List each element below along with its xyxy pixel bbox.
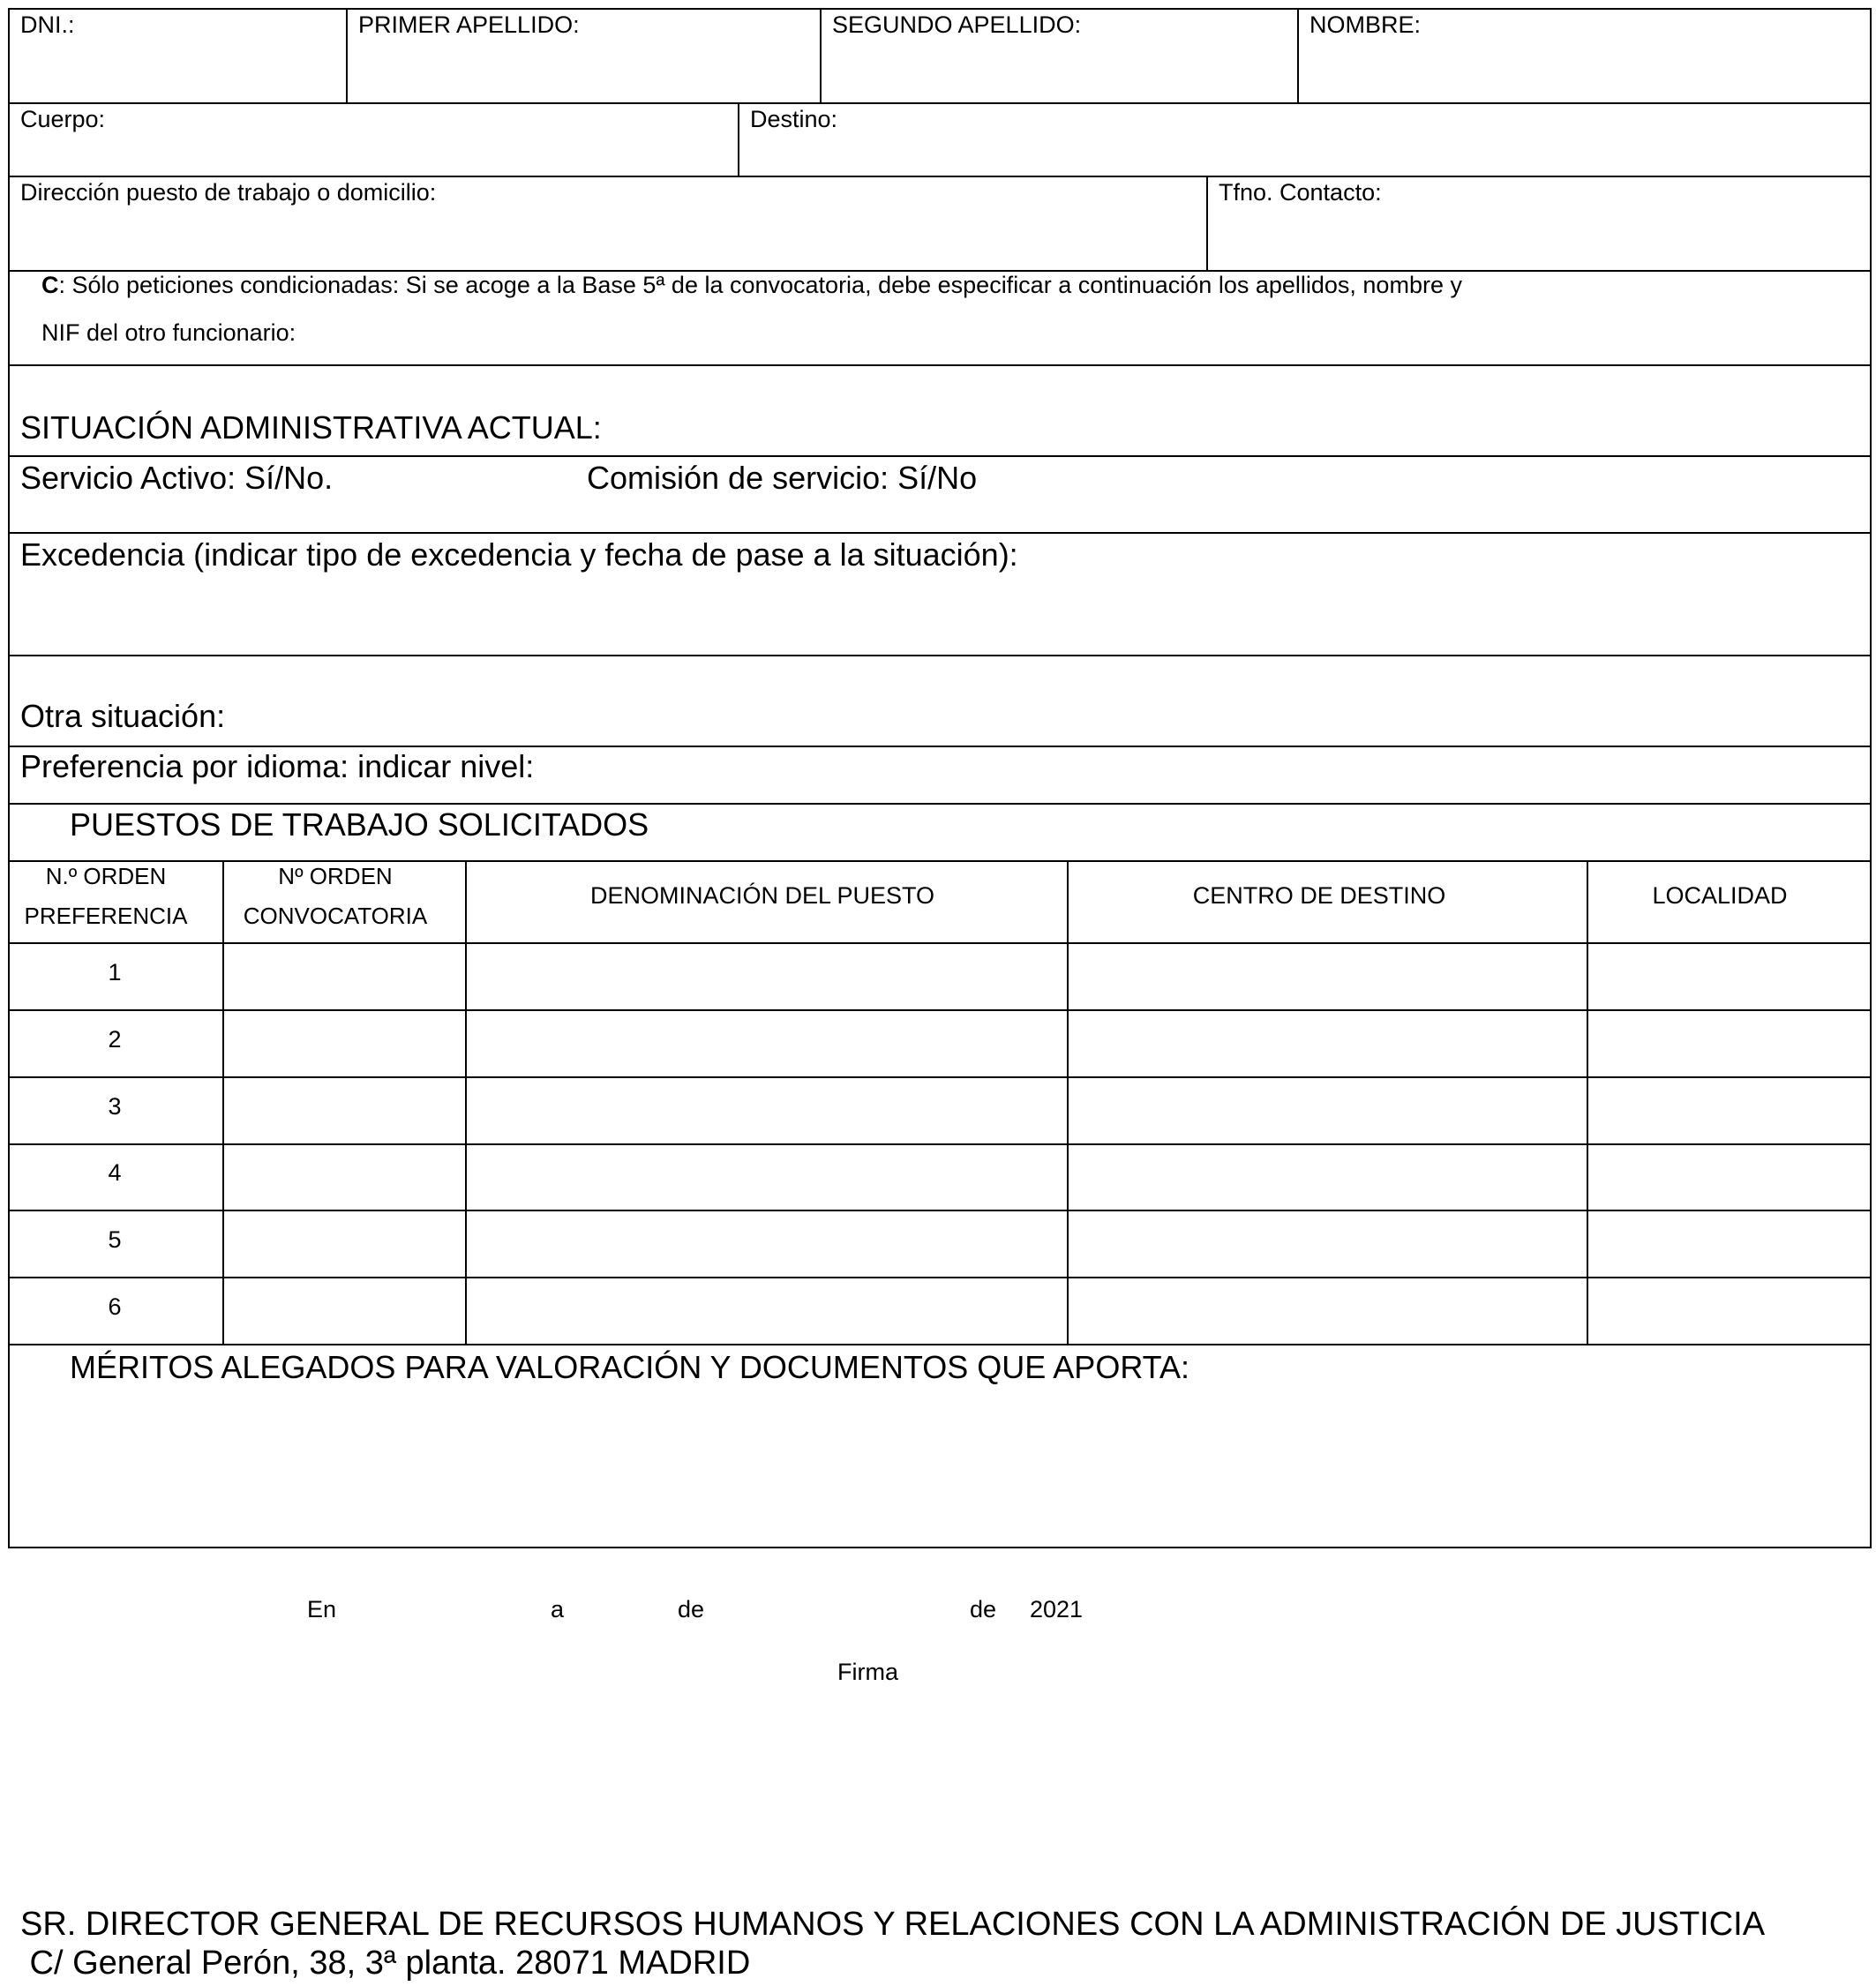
otra-situacion-label: Otra situación: xyxy=(20,698,226,734)
denominacion-cell[interactable] xyxy=(467,1078,1067,1143)
condicionadas-field[interactable] xyxy=(10,272,1870,364)
puestos-title: PUESTOS DE TRABAJO SOLICITADOS xyxy=(70,806,649,843)
centro-cell[interactable] xyxy=(1069,1078,1587,1143)
header-orden-preferencia-1: N.º ORDEN xyxy=(45,863,167,889)
row-number: 3 xyxy=(108,1093,122,1120)
header-localidad: LOCALIDAD xyxy=(1652,882,1788,909)
divider xyxy=(8,803,1872,805)
idioma-field[interactable] xyxy=(10,747,1870,803)
orden-convocatoria-cell[interactable] xyxy=(224,1078,465,1143)
row-number: 2 xyxy=(108,1026,122,1053)
cuerpo-label: Cuerpo: xyxy=(20,106,106,132)
primer-apellido-label: PRIMER APELLIDO: xyxy=(358,11,580,38)
date-day-field[interactable] xyxy=(574,1588,671,1625)
border-bottom xyxy=(8,1547,1872,1548)
destino-field[interactable] xyxy=(739,104,1870,176)
orden-convocatoria-cell[interactable] xyxy=(224,1211,465,1277)
header-orden-convocatoria-2: CONVOCATORIA xyxy=(243,903,428,929)
centro-cell[interactable] xyxy=(1069,1011,1587,1076)
excedencia-field[interactable] xyxy=(10,534,1870,655)
condicionadas-line2: NIF del otro funcionario: xyxy=(41,319,296,346)
meritos-field[interactable] xyxy=(10,1345,1870,1547)
otra-situacion-field[interactable] xyxy=(10,656,1870,746)
segundo-apellido-label: SEGUNDO APELLIDO: xyxy=(832,11,1082,38)
comision-label: Comisión de servicio: Sí/No xyxy=(587,460,978,496)
row-number: 5 xyxy=(108,1226,122,1253)
date-year: 2021 xyxy=(1030,1596,1084,1623)
centro-cell[interactable] xyxy=(1069,1145,1587,1210)
date-de-2: de xyxy=(970,1596,997,1623)
localidad-cell[interactable] xyxy=(1588,1011,1870,1076)
destinatario-line2: C/ General Perón, 38, 3ª planta. 28071 MADRID xyxy=(20,1945,751,1982)
condicionadas-letter: C xyxy=(41,272,59,298)
destinatario-line1: SR. DIRECTOR GENERAL DE RECURSOS HUMANOS Y RELACIONES CON LA ADMINISTRACIÓN DE JUSTICIA xyxy=(20,1906,1766,1943)
date-place-field[interactable] xyxy=(349,1588,538,1625)
orden-convocatoria-cell[interactable] xyxy=(224,1011,465,1076)
denominacion-cell[interactable] xyxy=(467,1145,1067,1210)
orden-convocatoria-cell[interactable] xyxy=(224,944,465,1009)
telefono-field[interactable] xyxy=(1208,177,1870,270)
header-denominacion: DENOMINACIÓN DEL PUESTO xyxy=(589,882,935,909)
situacion-title: SITUACIÓN ADMINISTRATIVA ACTUAL: xyxy=(20,409,602,446)
signature-area[interactable] xyxy=(706,1694,1059,1826)
condicionadas-text xyxy=(41,274,1462,297)
orden-convocatoria-cell[interactable] xyxy=(224,1278,465,1344)
direccion-field[interactable] xyxy=(10,177,1206,270)
meritos-label: MÉRITOS ALEGADOS PARA VALORACIÓN Y DOCUMENTOS QUE APORTA: xyxy=(70,1349,1189,1385)
localidad-cell[interactable] xyxy=(1588,1211,1870,1277)
row-number: 6 xyxy=(108,1293,122,1320)
divider xyxy=(8,364,1872,366)
denominacion-cell[interactable] xyxy=(467,1211,1067,1277)
destino-label: Destino: xyxy=(750,106,838,132)
servicio-row[interactable] xyxy=(10,457,1870,532)
telefono-label: Tfno. Contacto: xyxy=(1219,179,1382,206)
divider xyxy=(8,860,1872,862)
centro-cell[interactable] xyxy=(1069,1211,1587,1277)
row-number: 4 xyxy=(108,1159,122,1186)
date-month-field[interactable] xyxy=(719,1588,966,1625)
orden-convocatoria-cell[interactable] xyxy=(224,1145,465,1210)
dni-field[interactable] xyxy=(10,10,346,102)
direccion-label: Dirección puesto de trabajo o domicilio: xyxy=(20,179,437,206)
date-a: a xyxy=(551,1596,565,1623)
firma-label: Firma xyxy=(837,1659,898,1685)
border-right xyxy=(1870,8,1872,1548)
segundo-apellido-field[interactable] xyxy=(822,10,1297,102)
idioma-label: Preferencia por idioma: indicar nivel: xyxy=(20,748,535,784)
excedencia-label: Excedencia (indicar tipo de excedencia y fecha de pase a la situación): xyxy=(20,536,1018,573)
condicionadas-line1: : Sólo peticiones condicionadas: Si se acoge a la Base 5ª de la convocatoria, debe especificar a continuación los apellidos, nombre y xyxy=(58,272,1462,298)
localidad-cell[interactable] xyxy=(1588,944,1870,1009)
header-orden-convocatoria-1: Nº ORDEN xyxy=(278,863,393,889)
date-de-1: de xyxy=(678,1596,705,1623)
denominacion-cell[interactable] xyxy=(467,1011,1067,1076)
servicio-activo-label: Servicio Activo: Sí/No. xyxy=(20,460,334,496)
centro-cell[interactable] xyxy=(1069,944,1587,1009)
localidad-cell[interactable] xyxy=(1588,1278,1870,1344)
primer-apellido-field[interactable] xyxy=(348,10,820,102)
denominacion-cell[interactable] xyxy=(467,944,1067,1009)
row-number: 1 xyxy=(108,959,122,986)
header-centro: CENTRO DE DESTINO xyxy=(1192,882,1446,909)
cuerpo-field[interactable] xyxy=(10,104,738,176)
denominacion-cell[interactable] xyxy=(467,1278,1067,1344)
centro-cell[interactable] xyxy=(1069,1278,1587,1344)
nombre-field[interactable] xyxy=(1299,10,1870,102)
localidad-cell[interactable] xyxy=(1588,1145,1870,1210)
date-en: En xyxy=(307,1596,337,1623)
localidad-cell[interactable] xyxy=(1588,1078,1870,1143)
dni-label: DNI.: xyxy=(20,11,75,38)
header-orden-preferencia-2: PREFERENCIA xyxy=(24,903,188,929)
nombre-label: NOMBRE: xyxy=(1309,11,1422,38)
